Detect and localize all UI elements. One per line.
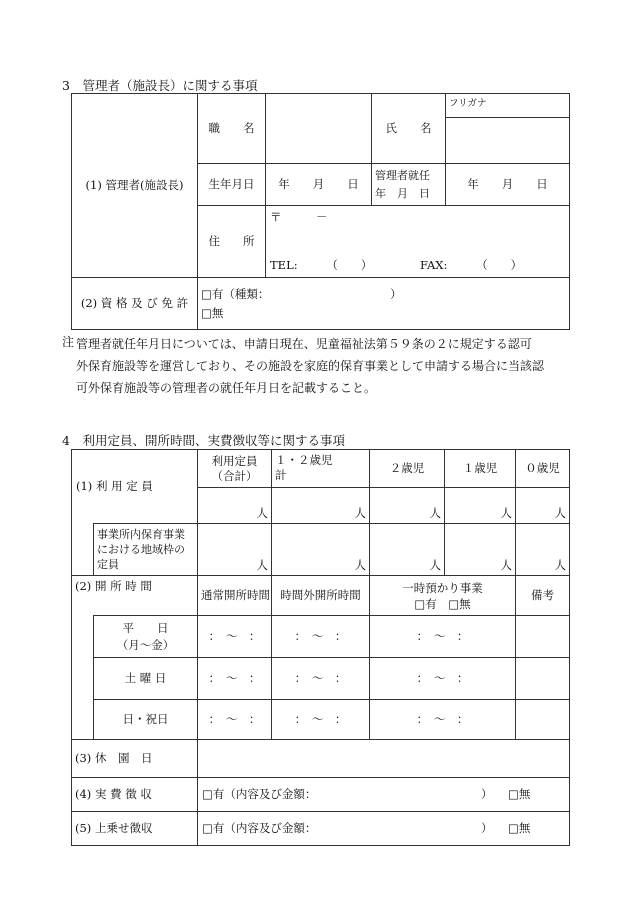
extra-fee-close-paren: ） — [481, 821, 493, 835]
sunday-label: 日・祝日 — [94, 700, 198, 740]
start-date-label-1: 管理者就任 — [375, 168, 430, 182]
section3-heading: 3 管理者（施設長）に関する事項 — [62, 78, 258, 93]
cap-0-value[interactable]: 人 — [516, 488, 570, 524]
qualification-yes-option[interactable]: □有（種類： ） — [201, 286, 402, 301]
holiday-label: (3) 休 園 日 — [72, 740, 198, 778]
actual-fee-label: (4) 実 費 徴 収 — [72, 778, 198, 812]
start-date-label — [372, 164, 446, 206]
sunday-normal-hours[interactable]: ： ～ ： — [198, 700, 272, 740]
cap-12-header-2: 計 — [275, 468, 287, 482]
cap-12-header-1: １・２歳児 — [275, 453, 333, 467]
start-date-label-2: 年 月 日 — [375, 186, 430, 200]
onsite-12-value[interactable]: 人 — [272, 524, 370, 576]
tel-field: TEL: （ ） — [270, 258, 373, 273]
cap-12-header — [272, 450, 370, 488]
saturday-normal-hours[interactable]: ： ～ ： — [198, 658, 272, 700]
capacity-label: (1) 利 用 定 員 — [72, 450, 198, 524]
cap-12-value[interactable]: 人 — [272, 488, 370, 524]
onsite-0-value[interactable]: 人 — [516, 524, 570, 576]
furigana-label: フリガナ — [449, 98, 487, 109]
address-label: 住 所 — [198, 206, 266, 278]
extra-fee-field[interactable] — [198, 812, 570, 846]
job-title-field[interactable] — [266, 94, 372, 164]
actual-fee-close-paren: ） — [481, 787, 493, 801]
actual-fee-yes-option[interactable]: □有（内容及び金額： — [202, 787, 317, 801]
weekday-label — [94, 616, 198, 658]
temp-care-header — [370, 576, 516, 616]
extra-fee-label: (5) 上乗せ徴収 — [72, 812, 198, 846]
qualification-field[interactable] — [198, 278, 570, 330]
address-field[interactable] — [266, 206, 570, 278]
note-text — [62, 333, 572, 399]
onsite-1-value[interactable]: 人 — [445, 524, 516, 576]
capacity-hours-table — [71, 449, 570, 846]
onsite-2-value[interactable]: 人 — [370, 524, 445, 576]
section4-heading: 4 利用定員、開所時間、実費徴収等に関する事項 — [62, 433, 345, 448]
furigana-field[interactable] — [446, 94, 570, 118]
extra-fee-yes-option[interactable]: □有（内容及び金額： — [202, 821, 317, 835]
cap-1-header: １歳児 — [445, 450, 516, 488]
cap-total-value[interactable]: 人 — [198, 488, 272, 524]
holiday-field[interactable] — [198, 740, 570, 778]
weekday-temp-care-hours[interactable]: ： ～ ： — [370, 616, 516, 658]
birthdate-field[interactable]: 年 月 日 — [266, 164, 372, 206]
extra-fee-no-option[interactable]: □無 — [508, 821, 531, 835]
qualification-label: (2) 資 格 及 び 免 許 — [72, 278, 198, 330]
capacity-indent-cell — [72, 524, 94, 576]
remarks-header: 備考 — [516, 576, 570, 616]
weekday-normal-hours[interactable]: ： ～ ： — [198, 616, 272, 658]
hours-indent-cell — [72, 700, 94, 740]
cap-total-header — [198, 450, 272, 488]
saturday-overtime-hours[interactable]: ： ～ ： — [272, 658, 370, 700]
job-title-label: 職 名 — [198, 94, 266, 164]
birthdate-label: 生年月日 — [198, 164, 266, 206]
name-label: 氏 名 — [372, 94, 446, 164]
temp-care-options[interactable]: □有 □無 — [414, 596, 471, 611]
cap-1-value[interactable]: 人 — [445, 488, 516, 524]
cap-total-header-2: （合計） — [211, 468, 258, 483]
name-field[interactable] — [446, 118, 570, 164]
note-line-2: 外保育施設等を運営しており、その施設を家庭的保育事業として申請する場合に当該認 — [76, 359, 545, 373]
actual-fee-no-option[interactable]: □無 — [508, 787, 531, 801]
qualification-no-option[interactable]: □無 — [201, 305, 224, 320]
cap-0-header: ０歳児 — [516, 450, 570, 488]
onsite-total-value[interactable]: 人 — [198, 524, 272, 576]
start-date-field[interactable]: 年 月 日 — [446, 164, 570, 206]
actual-fee-field[interactable] — [198, 778, 570, 812]
note-mark: 注 — [62, 335, 75, 349]
weekday-overtime-hours[interactable]: ： ～ ： — [272, 616, 370, 658]
normal-hours-header: 通常開所時間 — [198, 576, 272, 616]
overtime-hours-header: 時間外開所時間 — [272, 576, 370, 616]
saturday-label: 土 曜 日 — [94, 658, 198, 700]
sunday-remarks[interactable] — [516, 700, 570, 740]
fax-field: FAX: （ ） — [420, 258, 523, 273]
cap-total-header-1: 利用定員 — [211, 453, 258, 468]
sunday-overtime-hours[interactable]: ： ～ ： — [272, 700, 370, 740]
saturday-temp-care-hours[interactable]: ： ～ ： — [370, 658, 516, 700]
weekday-remarks[interactable] — [516, 616, 570, 658]
weekday-label-1: 平 日 — [122, 620, 169, 635]
postal-code: 〒 － — [270, 210, 328, 224]
manager-table — [71, 93, 570, 330]
onsite-capacity-label: 事業所内保育事業における地域枠の定員 — [94, 524, 198, 576]
note-line-3: 可外保育施設等の管理者の就任年月日を記載すること。 — [76, 381, 377, 395]
cap-2-header: ２歳児 — [370, 450, 445, 488]
hours-indent-cell — [72, 616, 94, 658]
temp-care-label: 一時預かり事業 — [402, 580, 483, 595]
saturday-remarks[interactable] — [516, 658, 570, 700]
note-line-1: 管理者就任年月日については、申請日現在、児童福祉法第５９条の２に規定する認可 — [76, 337, 532, 351]
cap-2-value[interactable]: 人 — [370, 488, 445, 524]
manager-row-label: (1) 管理者(施設長) — [72, 94, 198, 278]
sunday-temp-care-hours[interactable]: ： ～ ： — [370, 700, 516, 740]
hours-label: (2) 開 所 時 間 — [72, 576, 198, 616]
hours-indent-cell — [72, 658, 94, 700]
weekday-label-2: （月～金） — [116, 637, 175, 652]
